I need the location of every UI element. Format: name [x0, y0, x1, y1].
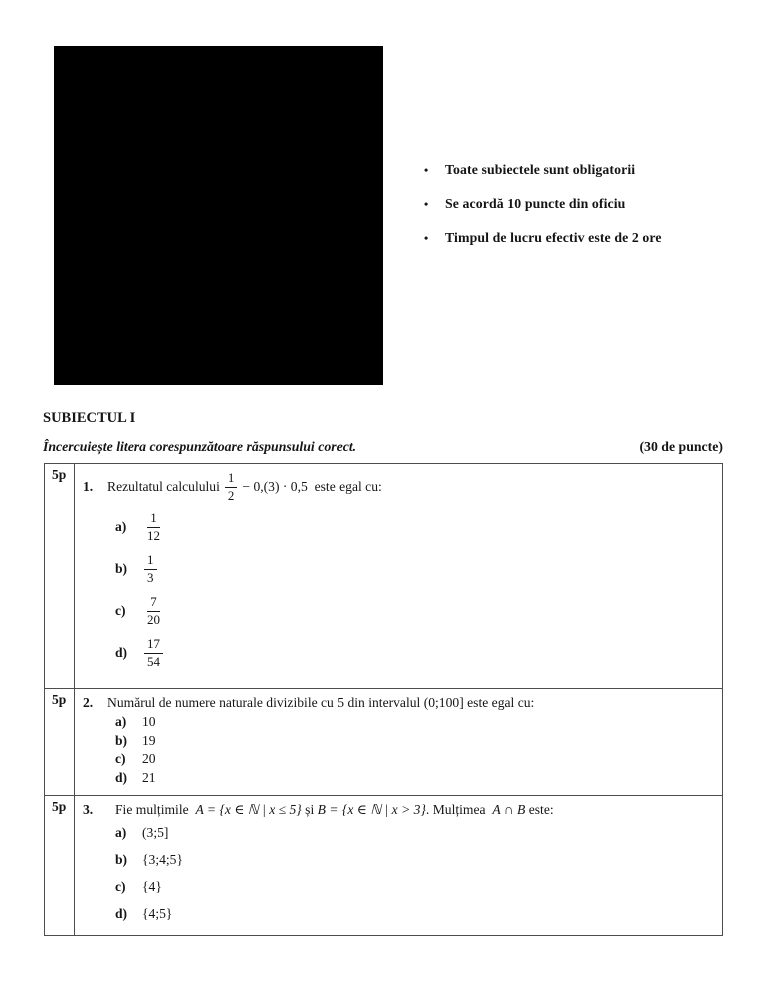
fraction-denominator: 2: [227, 487, 235, 503]
option-label: d): [115, 906, 128, 921]
bullet-dot-icon: •: [424, 231, 429, 245]
fraction-numerator: 1: [147, 511, 160, 528]
question-text-segment: Fie mulțimile: [115, 802, 196, 817]
option-c: [115, 751, 712, 768]
bullet-text: Se acordă 10 puncte din oficiu: [445, 196, 626, 211]
question-row-2: [45, 688, 722, 795]
option-value: {4;5}: [142, 906, 173, 921]
question-number: 1.: [83, 478, 94, 494]
question-number: 2.: [83, 695, 94, 710]
option-label: b): [115, 852, 128, 867]
question-text-segment: și: [301, 802, 318, 817]
fraction-numerator: 1: [144, 553, 157, 570]
set-definition-b: B = {x ∈ ℕ | x > 3}: [317, 802, 426, 817]
option-fraction: [144, 595, 163, 627]
question-row-3: [45, 795, 722, 935]
options-list: [115, 823, 712, 923]
option-label: d): [115, 644, 128, 660]
option-value: 10: [142, 714, 156, 729]
option-b: [115, 552, 712, 585]
fraction-numerator: 17: [144, 637, 163, 654]
redacted-image-block: [54, 46, 383, 385]
option-label: d): [115, 769, 128, 785]
option-b: [115, 850, 712, 869]
option-d: [115, 770, 712, 787]
points-cell: 5p: [45, 464, 75, 688]
fraction-numerator: 1: [225, 471, 238, 488]
section-instruction: Încercuiește litera corespunzătoare răspunsului corect.: [43, 439, 357, 454]
bullet-item: [424, 196, 744, 212]
option-label: a): [115, 714, 127, 729]
options-list: [115, 510, 712, 669]
option-label: c): [115, 879, 126, 894]
option-label: a): [115, 518, 127, 534]
option-value: (3;5]: [142, 825, 169, 840]
bullet-text: Timpul de lucru efectiv este de 2 ore: [445, 230, 662, 245]
fraction-numerator: 7: [147, 595, 160, 612]
option-a: [115, 823, 712, 842]
question-text-segment: este:: [525, 802, 554, 817]
bullet-dot-icon: •: [424, 197, 429, 211]
section-instruction-row: [43, 439, 723, 455]
option-a: [115, 714, 712, 731]
option-fraction: [144, 511, 163, 543]
question-statement: [83, 468, 712, 503]
option-label: a): [115, 825, 127, 840]
points-total: (30 de puncte): [639, 439, 723, 454]
question-statement: [83, 800, 712, 818]
option-fraction: [144, 637, 163, 669]
bullet-text: Toate subiectele sunt obligatorii: [445, 162, 636, 177]
option-a: [115, 510, 712, 543]
options-list: [115, 714, 712, 786]
instruction-bullet-list: [424, 162, 744, 264]
option-d: [115, 904, 712, 923]
inline-fraction: [225, 471, 238, 503]
option-label: c): [115, 602, 126, 618]
bullet-item: [424, 162, 744, 178]
question-text: Numărul de numere naturale divizibile cu 5 din intervalul (0;100] este egal cu:: [107, 695, 535, 710]
option-value: 19: [142, 732, 156, 748]
question-text-before: Rezultatul calculului: [107, 478, 220, 494]
option-label: c): [115, 751, 126, 766]
option-d: [115, 636, 712, 669]
points-cell: 5p: [45, 796, 75, 935]
option-label: b): [115, 560, 128, 576]
section-title: SUBIECTUL I: [43, 410, 136, 426]
question-text-after: − 0,(3) · 0,5 este egal cu:: [242, 478, 382, 494]
fraction-denominator: 20: [147, 611, 160, 627]
question-body: [75, 464, 722, 688]
option-value: {4}: [142, 879, 162, 894]
option-value: {3;4;5}: [142, 852, 183, 867]
option-fraction: [144, 553, 157, 585]
bullet-item: [424, 230, 744, 246]
set-intersection-expr: A ∩ B: [492, 802, 526, 817]
set-definition-a: A = {x ∈ ℕ | x ≤ 5}: [195, 802, 302, 817]
option-b: [115, 733, 712, 750]
option-value: 21: [142, 769, 156, 785]
question-body: [75, 689, 722, 795]
points-cell: 5p: [45, 689, 75, 795]
option-c: [115, 877, 712, 896]
bullet-dot-icon: •: [424, 163, 429, 177]
question-statement: [83, 693, 712, 711]
fraction-denominator: 54: [147, 653, 160, 669]
option-value: 20: [142, 751, 156, 766]
exam-table: [44, 463, 723, 936]
fraction-denominator: 3: [147, 569, 154, 585]
question-number: 3.: [83, 802, 94, 817]
option-c: [115, 594, 712, 627]
fraction-denominator: 12: [147, 527, 160, 543]
option-label: b): [115, 732, 128, 748]
question-body: [75, 796, 722, 935]
question-text-segment: . Mulțimea: [425, 802, 493, 817]
question-row-1: [45, 464, 722, 688]
